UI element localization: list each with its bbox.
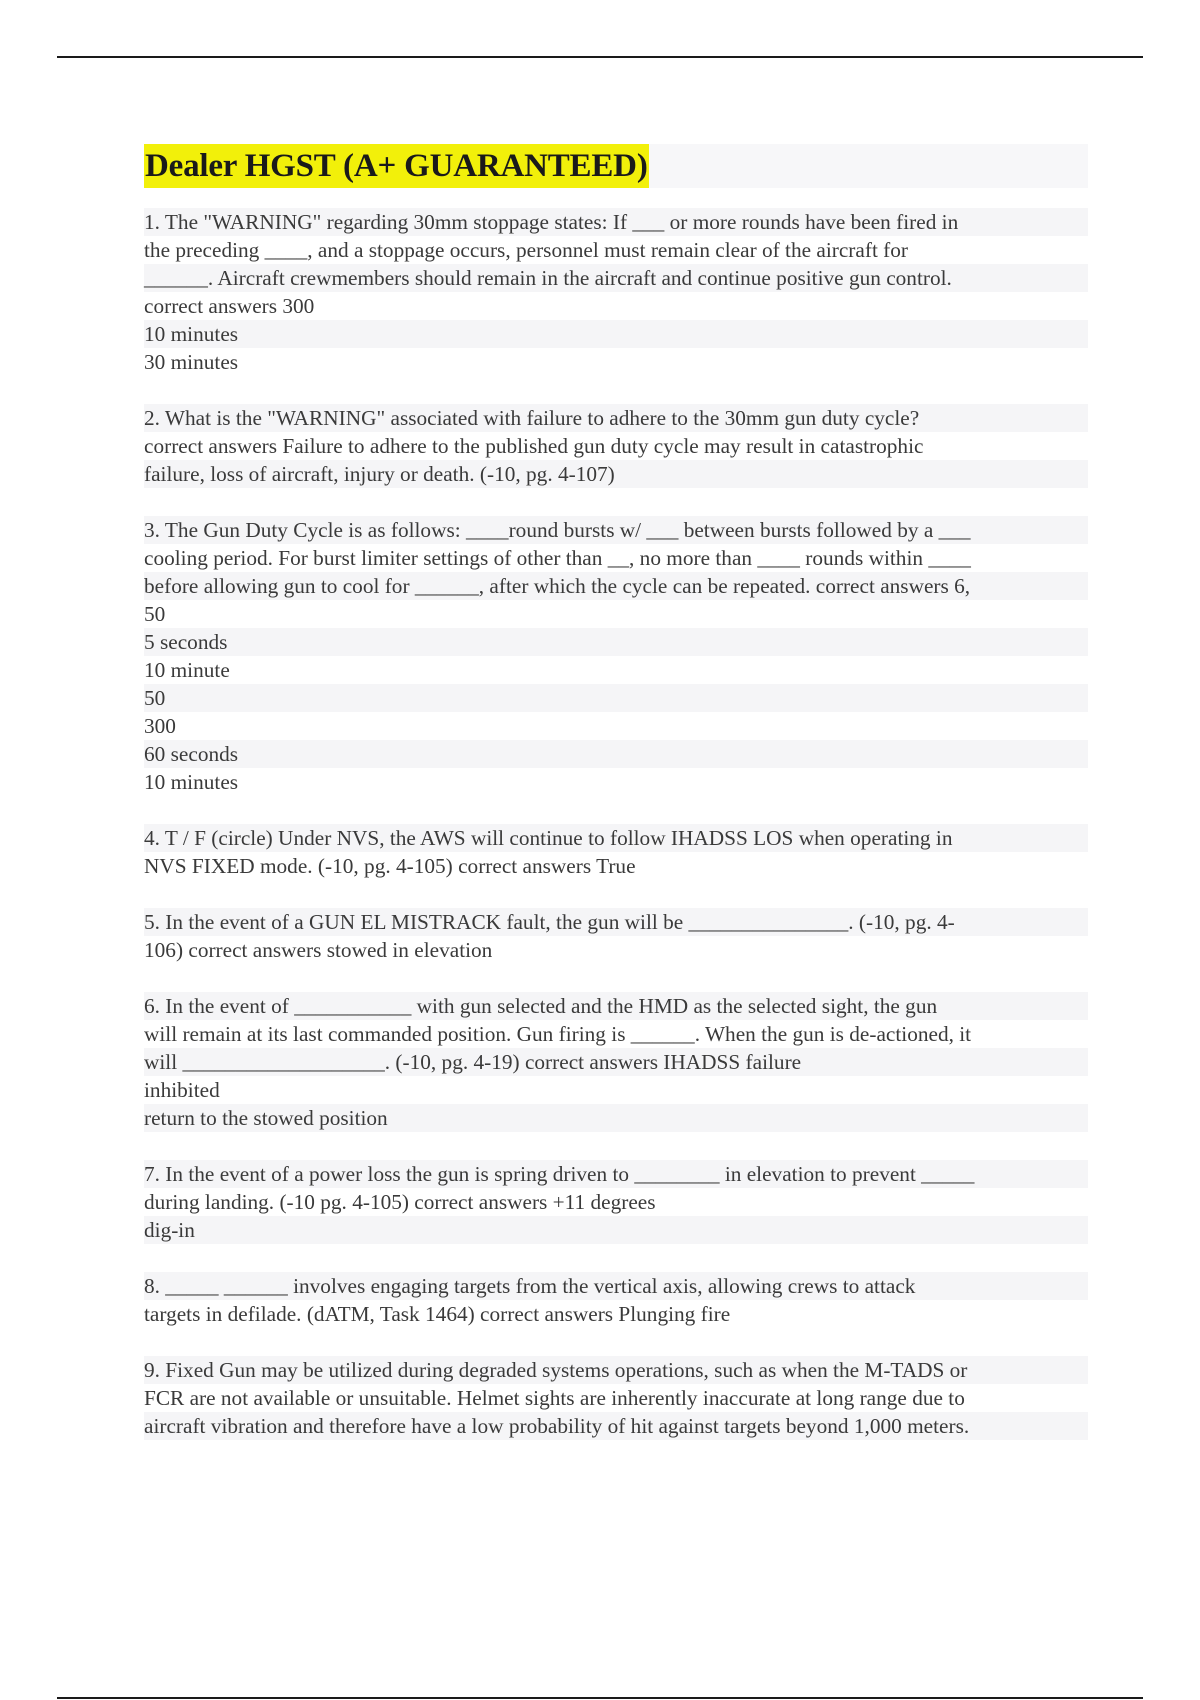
question-line: failure, loss of aircraft, injury or death. (-10, pg. 4-107) bbox=[144, 460, 1088, 488]
question-item bbox=[144, 208, 1088, 376]
question-line: aircraft vibration and therefore have a low probability of hit against targets beyond 1,000 meters. bbox=[144, 1412, 1088, 1440]
question-text: 6. In the event of ___________ with gun selected and the HMD as the selected sight, the gun bbox=[144, 992, 1088, 1020]
question-line: correct answers Failure to adhere to the published gun duty cycle may result in catastrophic bbox=[144, 434, 924, 458]
question-line: 60 seconds bbox=[144, 740, 1088, 768]
question-line: inhibited bbox=[144, 1078, 220, 1102]
question-line: 10 minute bbox=[144, 658, 230, 682]
question-text: 4. T / F (circle) Under NVS, the AWS will continue to follow IHADSS LOS when operating in bbox=[144, 824, 1088, 852]
question-line: cooling period. For burst limiter settings of other than __, no more than ____ rounds within ____ bbox=[144, 546, 971, 570]
question-line: the preceding ____, and a stoppage occurs, personnel must remain clear of the aircraft for bbox=[144, 238, 909, 262]
question-text: 3. The Gun Duty Cycle is as follows: ____round bursts w/ ___ between bursts followed by a ___ bbox=[144, 516, 1088, 544]
question-text: 1. The "WARNING" regarding 30mm stoppage states: If ___ or more rounds have been fired in bbox=[144, 208, 1088, 236]
question-line: return to the stowed position bbox=[144, 1104, 1088, 1132]
question-text: 8. _____ ______ involves engaging targets from the vertical axis, allowing crews to attack bbox=[144, 1272, 1088, 1300]
question-line: 30 minutes bbox=[144, 350, 239, 374]
question-text: 5. In the event of a GUN EL MISTRACK fault, the gun will be _______________. (-10, pg. 4- bbox=[144, 908, 1088, 936]
question-line: during landing. (-10 pg. 4-105) correct answers +11 degrees bbox=[144, 1190, 656, 1214]
question-line: 10 minutes bbox=[144, 770, 239, 794]
question-line: targets in defilade. (dATM, Task 1464) correct answers Plunging fire bbox=[144, 1302, 731, 1326]
question-line: FCR are not available or unsuitable. Helmet sights are inherently inaccurate at long range due to bbox=[144, 1386, 965, 1410]
question-line: NVS FIXED mode. (-10, pg. 4-105) correct answers True bbox=[144, 854, 636, 878]
question-line: will remain at its last commanded position. Gun firing is ______. When the gun is de-actioned, it bbox=[144, 1022, 972, 1046]
question-line: 106) correct answers stowed in elevation bbox=[144, 938, 493, 962]
question-text: 9. Fixed Gun may be utilized during degraded systems operations, such as when the M-TADS or bbox=[144, 1356, 1088, 1384]
question-line: will ___________________. (-10, pg. 4-19) correct answers IHADSS failure bbox=[144, 1048, 1088, 1076]
question-line: 10 minutes bbox=[144, 320, 1088, 348]
question-text: 2. What is the "WARNING" associated with failure to adhere to the 30mm gun duty cycle? bbox=[144, 404, 1088, 432]
question-line: ______. Aircraft crewmembers should remain in the aircraft and continue positive gun control. bbox=[144, 264, 1088, 292]
question-item bbox=[144, 404, 1088, 488]
question-item bbox=[144, 992, 1088, 1132]
question-list bbox=[144, 208, 1088, 1440]
question-item bbox=[144, 908, 1088, 964]
question-item bbox=[144, 1160, 1088, 1244]
question-line: before allowing gun to cool for ______, after which the cycle can be repeated. correct answers 6, bbox=[144, 572, 1088, 600]
question-line: 5 seconds bbox=[144, 628, 1088, 656]
bottom-rule bbox=[57, 1697, 1143, 1699]
document-body bbox=[144, 144, 1088, 1468]
question-item bbox=[144, 516, 1088, 796]
document-title: Dealer HGST (A+ GUARANTEED) bbox=[144, 144, 649, 188]
question-line: correct answers 300 bbox=[144, 294, 315, 318]
question-line: 50 bbox=[144, 684, 1088, 712]
question-text: 7. In the event of a power loss the gun is spring driven to ________ in elevation to prevent _____ bbox=[144, 1160, 1088, 1188]
question-item bbox=[144, 1356, 1088, 1440]
question-line: dig-in bbox=[144, 1216, 1088, 1244]
top-rule bbox=[57, 56, 1143, 58]
question-line: 50 bbox=[144, 602, 166, 626]
question-item bbox=[144, 1272, 1088, 1328]
question-item bbox=[144, 824, 1088, 880]
question-line: 300 bbox=[144, 714, 176, 738]
title-band bbox=[144, 144, 1088, 188]
